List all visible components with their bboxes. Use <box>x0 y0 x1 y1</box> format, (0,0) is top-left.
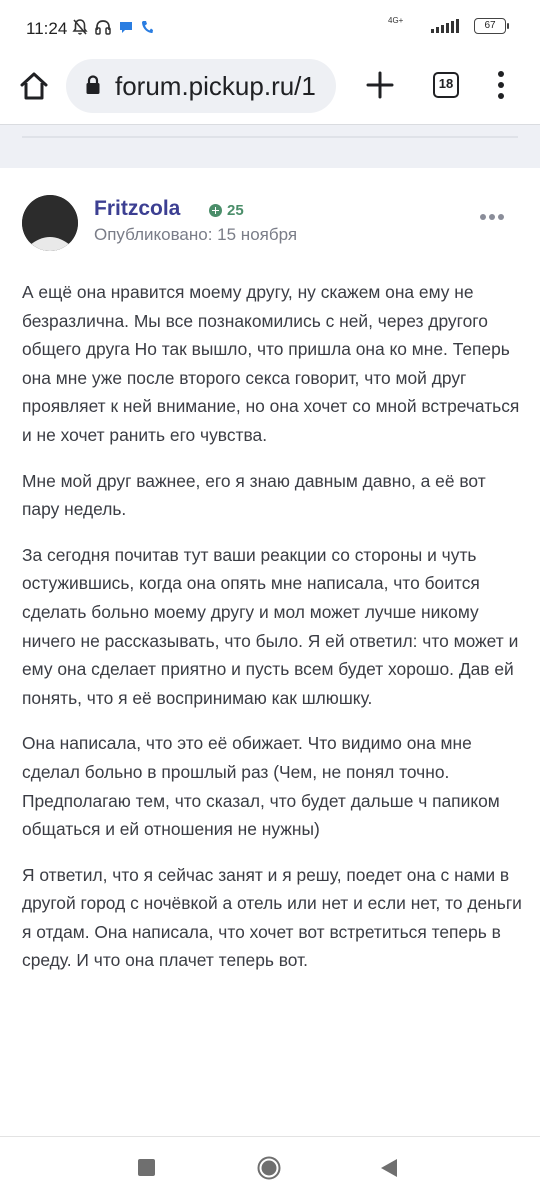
headphones-icon <box>94 18 112 36</box>
status-bar <box>0 0 540 58</box>
network-type: 4G+ <box>388 16 404 25</box>
reputation-badge <box>209 202 244 219</box>
plus-icon[interactable] <box>365 70 395 100</box>
phone-icon <box>140 19 154 35</box>
status-notification-icons <box>72 18 154 36</box>
post-paragraph: Я ответил, что я сейчас занят и я решу, поедет она с нами в другой город с ночёвкой а отель или нет и если нет, то деньги я отдам. Она написала, что хочет вот встретиться теперь в среду. И что она плачет теперь вот. <box>22 864 522 971</box>
status-system-icons <box>388 16 506 34</box>
home-icon[interactable] <box>18 70 50 102</box>
bell-off-icon <box>72 18 88 36</box>
lock-icon[interactable] <box>85 75 101 95</box>
post-paragraph: Она написала, что это её обижает. Что видимо она мне сделал больно в прошлый раз (Чем, не понял точно. Предполагаю тем, что сказал, что будет дальше ч папиком общаться и ей отношения не нужны) <box>22 733 500 840</box>
post-paragraph: Мне мой друг важнее, его я знаю давным давно, а её вот пару недель. <box>22 470 486 520</box>
status-time: 11:24 <box>26 19 68 38</box>
address-bar[interactable] <box>66 59 336 113</box>
battery-icon: 67 <box>474 18 506 34</box>
author-name[interactable]: Fritzcola <box>94 197 181 220</box>
plus-circle-icon <box>209 204 222 217</box>
recent-apps-icon[interactable] <box>138 1159 155 1176</box>
post-content <box>22 278 522 992</box>
published-date: Опубликовано: 15 ноября <box>94 225 298 244</box>
url-text[interactable]: forum.pickup.ru/1 <box>115 71 316 101</box>
more-vertical-icon[interactable] <box>494 70 508 100</box>
tab-switcher-button[interactable]: 18 <box>433 72 459 98</box>
avatar[interactable] <box>22 195 78 251</box>
user-silhouette-icon <box>22 195 78 251</box>
home-circle-icon[interactable] <box>257 1156 281 1180</box>
divider <box>22 136 518 138</box>
reputation-value: 25 <box>227 202 244 219</box>
system-navigation-bar <box>0 1137 540 1200</box>
post-paragraph: За сегодня почитав тут ваши реакции со стороны и чуть остужившись, когда она опять мне написала, что боится сделать больно моему другу и мол может лучше никому ничего не рассказывать, что было. Я ей ответил: что может и ему она сделает приятно и пусть всем будет хорошо. Дав ей понять, что я её воспринимаю как шлюшку. <box>22 544 519 708</box>
browser-toolbar <box>0 58 540 124</box>
back-triangle-icon[interactable] <box>380 1158 398 1178</box>
post-paragraph: А ещё она нравится моему другу, ну скажем она ему не безразлична. Мы все познакомились с ней, через другого общего друга Но так вышло, что пришла она ко мне. Теперь она мне уже после второго секса говорит, что мой друг проявляет к ней внимание, но она хочет со мной встречаться и не хочет ранить его чувства. <box>22 282 520 445</box>
page-separator-band <box>0 125 540 168</box>
chat-bubble-icon <box>118 19 134 35</box>
signal-icon <box>430 18 464 34</box>
more-horizontal-icon[interactable] <box>480 214 504 220</box>
